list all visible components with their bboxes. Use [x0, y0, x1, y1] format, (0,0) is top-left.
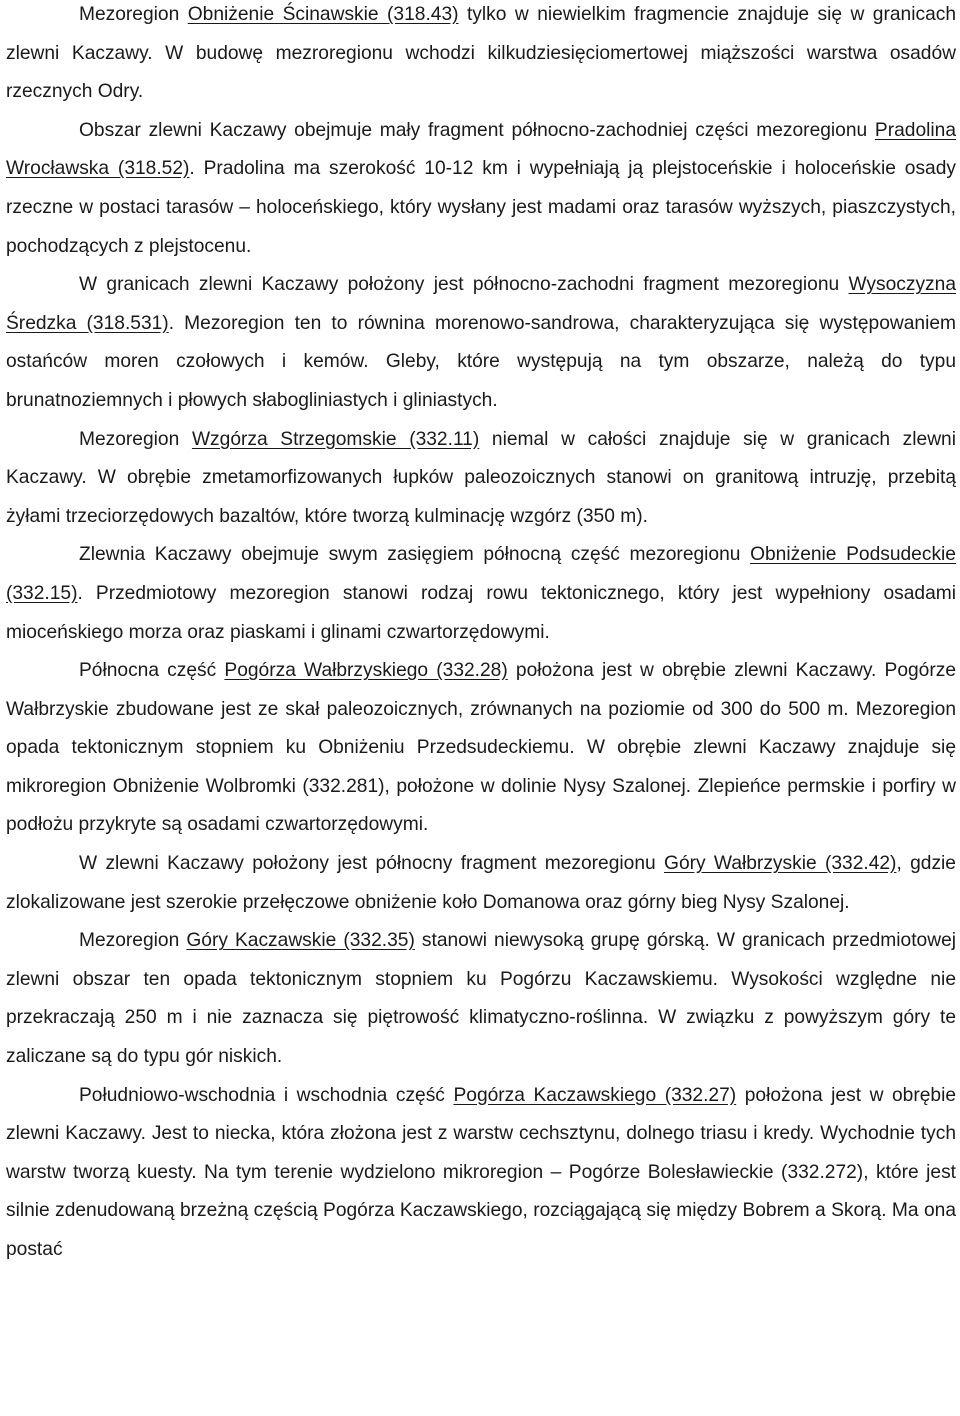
paragraph [6, 652, 956, 845]
paragraph-text: W granicach zlewni Kaczawy położony jest północno-zachodni fragment mezoregionu [79, 274, 849, 296]
paragraph-text: Zlewnia Kaczawy obejmuje swym zasięgiem północną część mezoregionu [79, 544, 751, 566]
paragraph-text: . Pradolina ma szerokość 10-12 km i wypełniają ją plejstoceńskie i holoceńskie osady rzeczne w postaci tarasów – holoceńskiego, który wysłany jest madami oraz tarasów wyższych, piaszczystych, pochodzących z plejstocenu. [6, 158, 956, 257]
paragraph-text: Północna część [79, 660, 225, 682]
paragraph [6, 421, 956, 537]
paragraph-text: położona jest w obrębie zlewni Kaczawy. Pogórze Wałbrzyskie zbudowane jest ze skał paleozoicznych, zrównanych na poziomie od 300 do 500 m. Mezoregion opada tektonicznym stopniem ku Obniżeniu Przedsudeckiemu. W obrębie zlewni Kaczawy znajduje się mikroregion Obniżenie Wolbromki (332.281), położone w dolinie Nysy Szalonej. Zlepieńce permskie i porfiry w podłożu przykryte są osadami czwartorzędowymi. [6, 660, 957, 836]
paragraph-text: . Mezoregion ten to równina morenowo-sandrowa, charakteryzująca się występowaniem ostańców moren czołowych i kemów. Gleby, które występują na tym obszarze, należą do typu brunatnoziemnych i płowych słabogliniastych i gliniastych. [6, 312, 956, 411]
paragraph-text: Mezoregion [79, 930, 187, 952]
paragraph [6, 1077, 956, 1270]
region-link[interactable]: Pogórza Kaczawskiego (332.27) [453, 1084, 737, 1106]
paragraph [6, 536, 956, 652]
paragraph-text: stanowi niewysoką grupę górską. W granicach przedmiotowej zlewni obszar ten opada tektonicznym stopniem ku Pogórzu Kaczawskiemu. Wysokości względne nie przekraczają 250 m i nie zaznacza się piętrowość klimatyczno-roślinna. W związku z powyższym góry te zaliczane są do typu gór niskich. [6, 930, 957, 1068]
region-link[interactable]: Obniżenie Ścinawskie (318.43) [187, 4, 459, 25]
paragraph-text: Południowo-wschodnia i wschodnia część [79, 1084, 454, 1106]
paragraph-text: W zlewni Kaczawy położony jest północny fragment mezoregionu [79, 853, 665, 875]
region-link[interactable]: Góry Kaczawskie (332.35) [186, 930, 415, 952]
paragraph-text: , gdzie zlokalizowane jest szerokie przełęczowe obniżenie koło Domanowa oraz górny bieg Nysy Szalonej. [6, 853, 956, 913]
paragraph [6, 112, 956, 266]
paragraph-text: niemal w całości znajduje się w granicach zlewni Kaczawy. W obrębie zmetamorfizowanych łupków paleozoicznych stanowi on granitową intruzję, przebitą żyłami trzeciorzędowych bazaltów, które tworzą kulminację wzgórz (350 m). [6, 428, 956, 527]
region-link[interactable]: Wzgórza Strzegomskie (332.11) [191, 428, 480, 450]
paragraph-text: . Przedmiotowy mezoregion stanowi rodzaj rowu tektonicznego, który jest wypełniony osadami mioceńskiego morza oraz piaskami i glinami czwartorzędowymi. [6, 582, 956, 643]
paragraph-text: tylko w niewielkim fragmencie znajduje się w granicach zlewni Kaczawy. W budowę mezroregionu wchodzi kilkudziesięciomertowej miąższości warstwa osadów rzecznych Odry. [6, 4, 956, 103]
paragraph [6, 845, 956, 922]
paragraph-text: Obszar zlewni Kaczawy obejmuje mały fragment północno-zachodniej części mezoregionu [79, 119, 875, 141]
paragraph [6, 0, 956, 112]
paragraph-text: Mezoregion [79, 428, 192, 450]
region-link[interactable]: Obniżenie Podsudeckie (332.15) [6, 544, 956, 604]
region-link[interactable]: Pradolina Wrocławska (318.52) [6, 119, 956, 180]
paragraph [6, 922, 956, 1076]
region-link[interactable]: Góry Wałbrzyskie (332.42) [664, 853, 897, 875]
region-link[interactable]: Pogórza Wałbrzyskiego (332.28) [224, 660, 508, 682]
paragraph-text: położona jest w obrębie zlewni Kaczawy. Jest to niecka, która złożona jest z warstw cechsztynu, dolnego triasu i kredy. Wychodnie tych warstw tworzą kuesty. Na tym terenie wydzielono mikroregion – Pogórze Bolesławieckie (332.272), które jest silnie zdenudowaną brzeżną częścią Pogórza Kaczawskiego, rozciągającą się między Bobrem a Skorą. Ma ona postać [6, 1084, 957, 1260]
document-page [6, 0, 956, 1270]
region-link[interactable]: Wysoczyzna Średzka (318.531) [6, 274, 956, 334]
paragraph-text: Mezoregion [79, 4, 188, 25]
paragraph [6, 266, 956, 420]
